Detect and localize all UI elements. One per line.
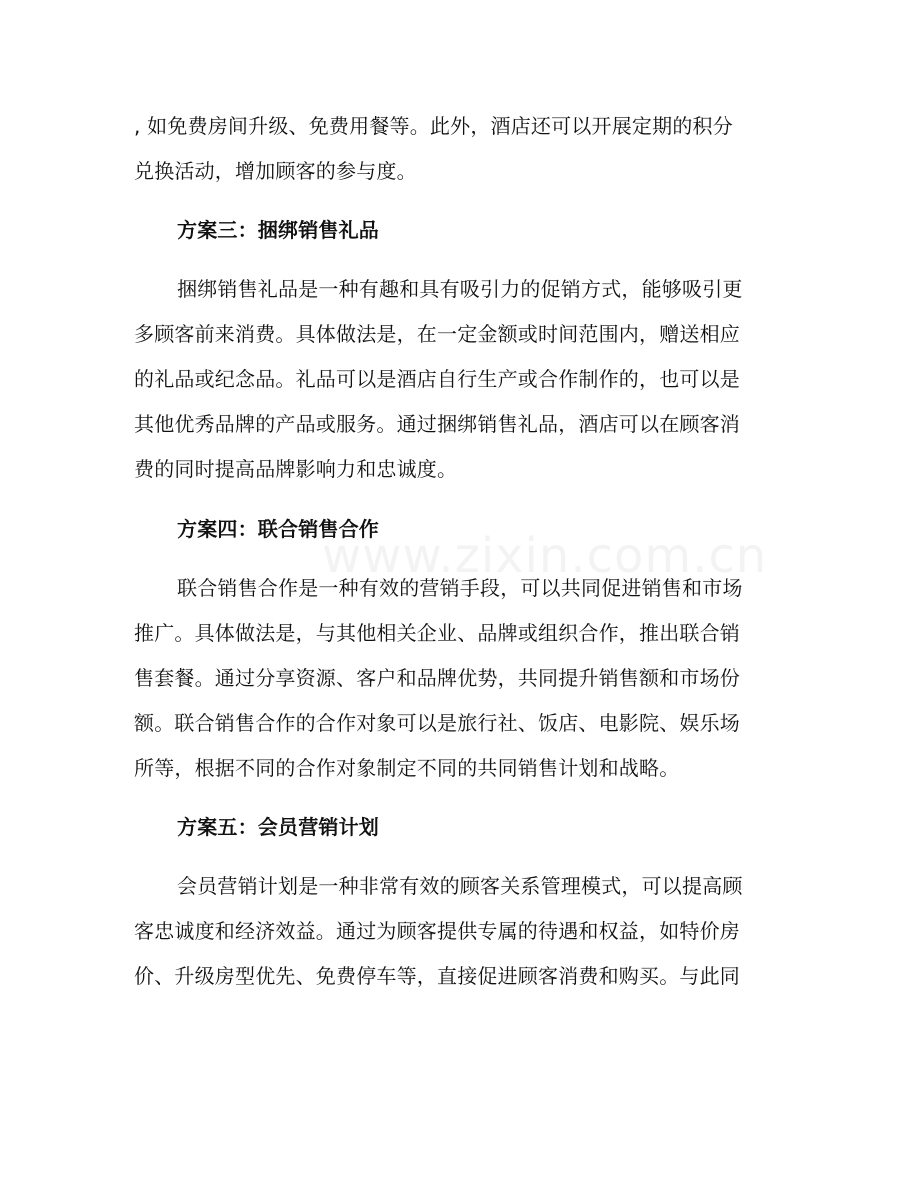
- paragraph-line: 兑换活动，增加顾客的参与度。: [134, 159, 417, 183]
- paragraph-line: 售套餐。通过分享资源、客户和品牌优势，共同提升销售额和市场份: [134, 666, 740, 690]
- paragraph-line: 联合销售合作是一种有效的营销手段，可以共同促进销售和市场: [177, 576, 743, 600]
- paragraph-line: 额。联合销售合作的合作对象可以是旅行社、饭店、电影院、娱乐场: [134, 711, 740, 735]
- paragraph-line: , 如免费房间升级、免费用餐等。此外，酒店还可以开展定期的积分: [134, 114, 733, 138]
- paragraph-line: 所等，根据不同的合作对象制定不同的共同销售计划和战略。: [134, 756, 680, 780]
- paragraph-line: 会员营销计划是一种非常有效的顾客关系管理模式，可以提高顾: [177, 874, 743, 898]
- section-heading: 方案四：联合销售合作: [177, 517, 379, 541]
- section-heading: 方案五：会员营销计划: [177, 815, 379, 839]
- paragraph-line: 客忠诚度和经济效益。通过为顾客提供专属的待遇和权益，如特价房: [134, 919, 740, 943]
- watermark: www.zixin.com.cn: [322, 528, 768, 584]
- paragraph-line: 价、升级房型优先、免费停车等，直接促进顾客消费和购买。与此同: [134, 964, 740, 988]
- paragraph-line: 费的同时提高品牌影响力和忠诚度。: [134, 457, 458, 481]
- paragraph-line: 其他优秀品牌的产品或服务。通过捆绑销售礼品，酒店可以在顾客消: [134, 412, 740, 436]
- paragraph-line: 推广。具体做法是，与其他相关企业、品牌或组织合作，推出联合销: [134, 621, 740, 645]
- paragraph-line: 多顾客前来消费。具体做法是，在一定金额或时间范围内，赠送相应: [134, 322, 740, 346]
- paragraph-line: 捆绑销售礼品是一种有趣和具有吸引力的促销方式，能够吸引更: [177, 277, 743, 301]
- section-heading: 方案三：捆绑销售礼品: [177, 218, 379, 242]
- paragraph-line: 的礼品或纪念品。礼品可以是酒店自行生产或合作制作的，也可以是: [134, 367, 740, 391]
